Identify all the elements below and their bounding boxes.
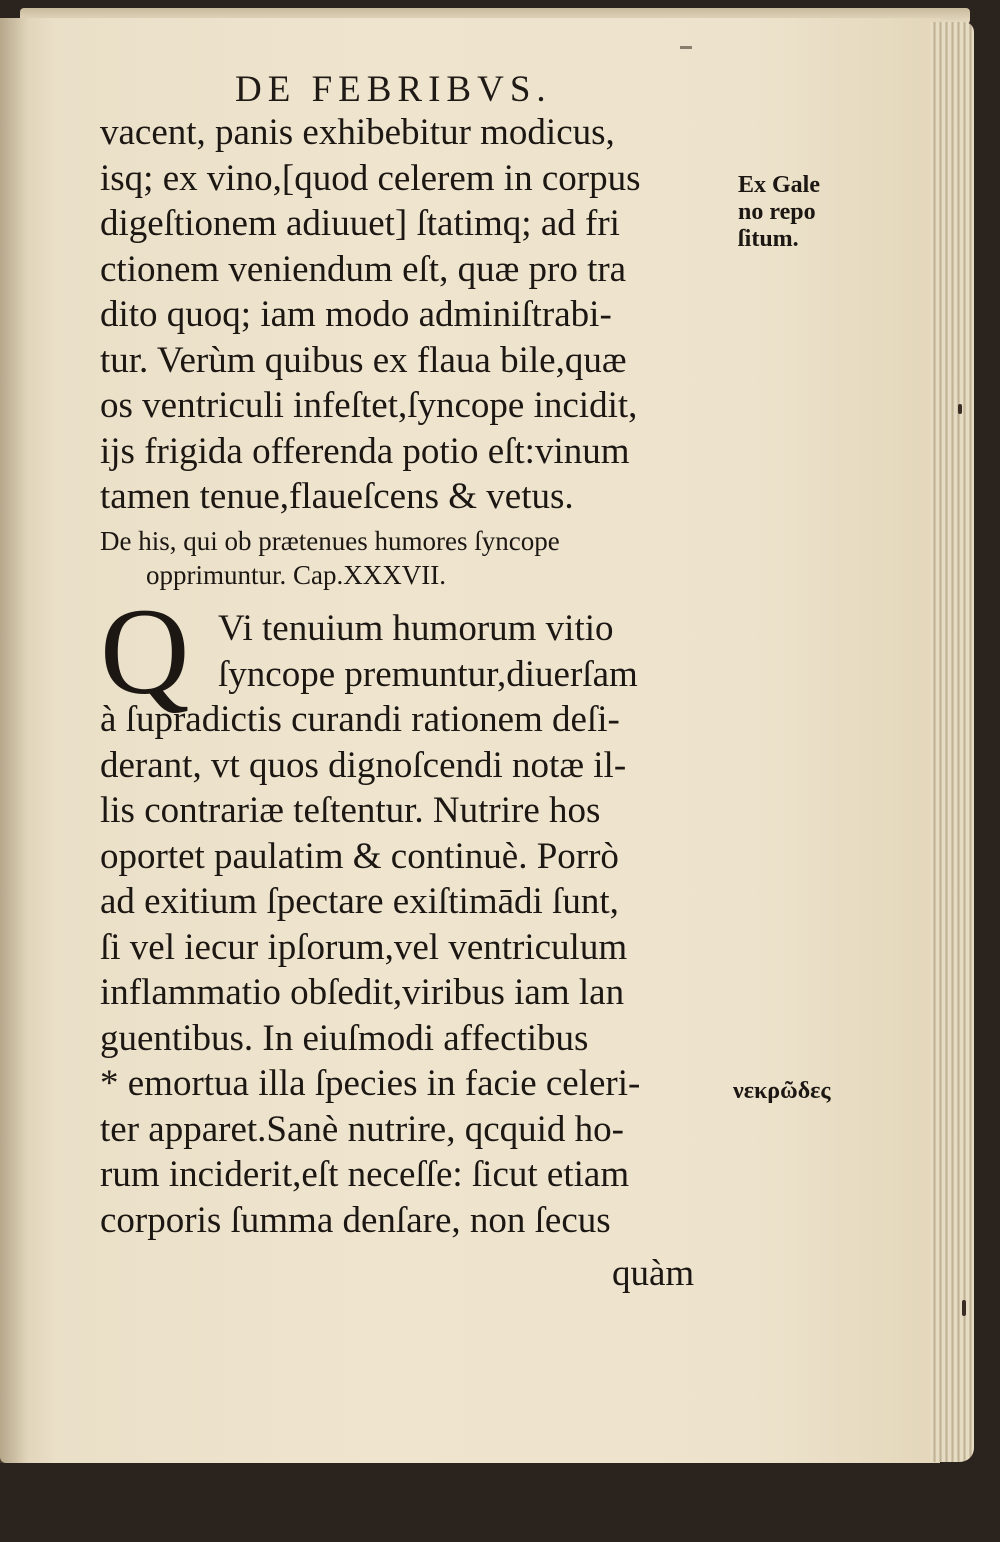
marginal-note <box>738 172 820 253</box>
chapter-heading <box>100 524 740 592</box>
text-line: inflammatio obſedit,viribus iam lan <box>100 972 625 1013</box>
text-line: dito quoq; iam modo adminiſtrabi- <box>100 294 612 335</box>
drop-cap: Q <box>100 583 190 720</box>
text-line: derant, vt quos dignoſcendi notæ il- <box>100 744 627 786</box>
text-line: ſi vel iecur ipſorum,vel ventriculum <box>100 926 628 968</box>
text-line: corporis ſumma denſare, non ſecus <box>100 1199 611 1241</box>
page-edges <box>930 22 974 1462</box>
marginal-note-line: no repo <box>738 199 816 225</box>
chapter-heading-line: opprimuntur. Cap.XXXVII. <box>146 560 446 590</box>
text-line: ter apparet.Sanè nutrire, qcquid ho- <box>100 1108 624 1150</box>
text-line: rum inciderit,eſt neceſſe: ſicut etiam <box>100 1154 630 1195</box>
chapter-text <box>100 606 740 1243</box>
body-text <box>100 110 740 520</box>
text-line: tamen tenue,flaueſcens & vetus. <box>100 476 574 517</box>
marginal-note-line: Ex Gale <box>738 172 820 198</box>
text-line: ctionem veniendum eſt, quæ pro tra <box>100 248 627 290</box>
catchword: quàm <box>612 1253 695 1294</box>
text-line: ſyncope premuntur,diuerſam <box>218 653 638 695</box>
text-line: vacent, panis exhibebitur modicus, <box>100 112 615 153</box>
text-line: tur. Verùm quibus ex flaua bile,quæ <box>100 339 627 381</box>
text-line: Vi tenuium humorum vitio <box>218 608 614 649</box>
text-line: ijs frigida offerenda potio eſt:vinum <box>100 430 630 472</box>
gutter-shadow <box>0 18 28 1463</box>
text-line: isq; ex vino,[quod celerem in corpus <box>100 157 641 199</box>
running-head: DE FEBRIBVS. <box>235 69 552 110</box>
text-line: * emortua illa ſpecies in facie celeri- <box>100 1063 641 1104</box>
text-line: digeſtionem adiuuet] ſtatimq; ad fri <box>100 203 620 244</box>
marginal-note-line: ſitum. <box>738 226 799 252</box>
page-speck <box>958 404 962 414</box>
text-line: guentibus. In eiuſmodi affectibus <box>100 1017 589 1059</box>
text-line: oportet paulatim & continuè. Porrò <box>100 835 619 877</box>
text-line: à ſupradictis curandi rationem deſi- <box>100 699 620 740</box>
marginal-greek-note: νεκρῶδες <box>733 1078 831 1104</box>
page-speck <box>962 1300 966 1316</box>
text-line: os ventriculi infeſtet,ſyncope incidit, <box>100 385 638 426</box>
text-line: ad exitium ſpectare exiſtimādi ſunt, <box>100 881 619 922</box>
chapter-heading-line: De his, qui ob prætenues humores ſyncope <box>100 526 560 556</box>
print-mark <box>680 46 692 49</box>
text-line: lis contrariæ teſtentur. Nutrire hos <box>100 790 601 831</box>
